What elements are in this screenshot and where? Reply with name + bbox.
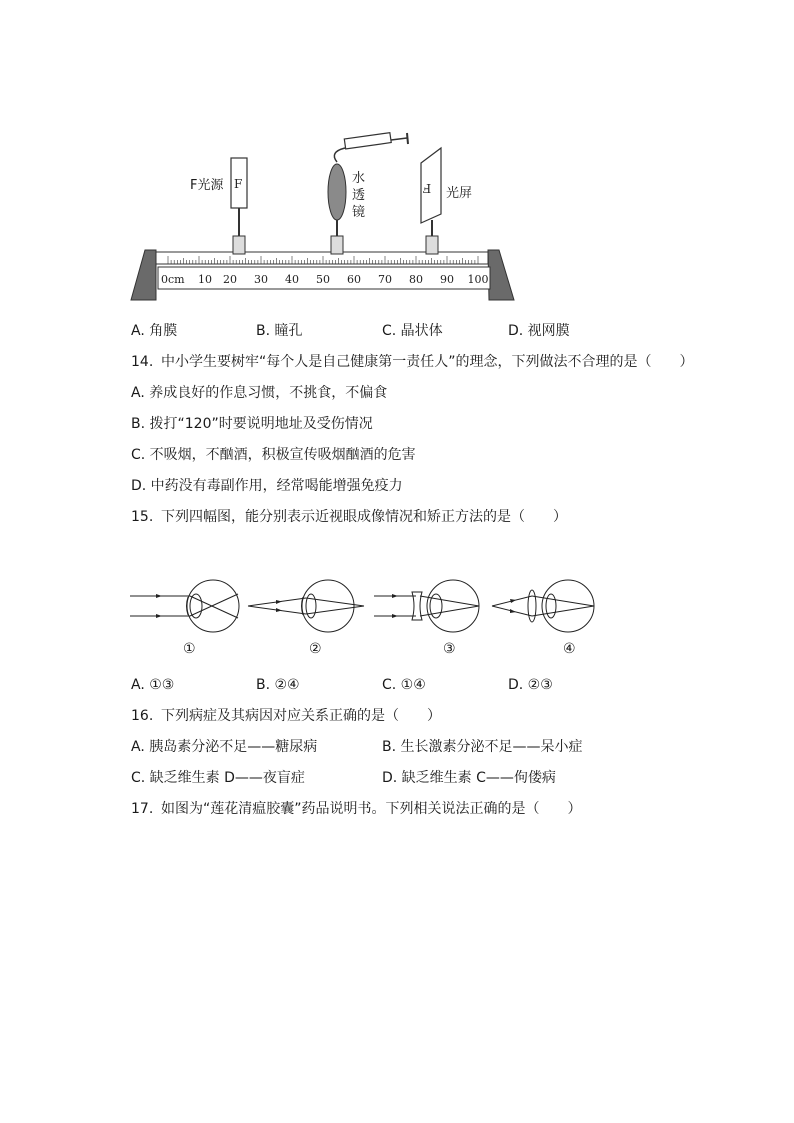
- ruler-tick-label: 40: [285, 273, 299, 286]
- ruler-tick-label: 100: [467, 273, 489, 286]
- f-source-holder: [233, 236, 245, 254]
- eye-diagram-2: [248, 580, 364, 632]
- ruler-tick-label: 60: [347, 273, 361, 286]
- q16-number: 16.: [131, 708, 154, 724]
- q15-figure-label-1: ①: [183, 641, 196, 657]
- eyeball-4: [542, 580, 594, 632]
- screen-image-letter: F: [422, 181, 432, 195]
- eye-lens-1: [190, 594, 202, 618]
- q16-option-d[interactable]: D. 缺乏维生素 C——佝偻病: [382, 770, 556, 786]
- ruler-labels: [161, 273, 489, 286]
- ruler-tick-label: 80: [409, 273, 423, 286]
- q14-option-c[interactable]: C. 不吸烟，不酗酒，积极宣传吸烟酗酒的危害: [131, 447, 416, 463]
- water-lens-label: [352, 170, 366, 221]
- water-lens-holder: [331, 236, 343, 254]
- q15-option-b[interactable]: B. ②④: [256, 677, 300, 693]
- ruler-tick-label: 30: [254, 273, 268, 286]
- screen-holder: [426, 236, 438, 254]
- q14-stem: 中小学生要树牢“每个人是自己健康第一责任人”的理念，下列做法不合理的是（ ）: [161, 354, 694, 370]
- bench-right-leg: [488, 250, 514, 300]
- q14-option-a[interactable]: A. 养成良好的作息习惯，不挑食，不偏食: [131, 385, 388, 401]
- q17-stem: 如图为“莲花清瘟胶囊”药品说明书。下列相关说法正确的是（ ）: [161, 801, 582, 817]
- q13-option-d[interactable]: D. 视网膜: [508, 323, 570, 339]
- convex-lens: [528, 590, 536, 622]
- q15-figure-label-2: ②: [309, 641, 322, 657]
- q16-option-a[interactable]: A. 胰岛素分泌不足——糖尿病: [131, 739, 318, 755]
- water-lens-char-3: 镜: [352, 205, 366, 220]
- f-plate-letter: F: [234, 177, 243, 191]
- ruler-tick-label: 20: [223, 273, 237, 286]
- ruler-tick-label: 50: [316, 273, 330, 286]
- q15-number: 15.: [131, 509, 154, 525]
- q14-option-d[interactable]: D. 中药没有毒副作用，经常喝能增强免疫力: [131, 478, 403, 494]
- eyeball-3: [427, 580, 479, 632]
- eye-diagram-1: [130, 580, 239, 632]
- q14-option-b[interactable]: B. 拨打“120”时要说明地址及受伤情况: [131, 416, 373, 432]
- ruler-tick-label: 70: [378, 273, 392, 286]
- water-lens-char-2: 透: [352, 188, 366, 203]
- water-lens: [328, 164, 346, 220]
- q13-option-b[interactable]: B. 瞳孔: [256, 323, 303, 339]
- q15-stem: 下列四幅图，能分别表示近视眼成像情况和矫正方法的是（ ）: [161, 509, 567, 525]
- screen-label: 光屏: [446, 186, 473, 201]
- eye-diagram-3: [374, 580, 479, 632]
- q16-option-c[interactable]: C. 缺乏维生素 D——夜盲症: [131, 770, 305, 786]
- water-lens-char-1: 水: [352, 171, 366, 186]
- q16-stem: 下列病症及其病因对应关系正确的是（ ）: [161, 708, 441, 724]
- syringe-plunger: [391, 138, 407, 140]
- eye-lens-2: [306, 594, 316, 618]
- eye-diagrams-figure: [128, 572, 608, 636]
- f-source-label: F光源: [190, 178, 224, 193]
- q13-option-a[interactable]: A. 角膜: [131, 323, 178, 339]
- eyeball-2: [302, 580, 354, 632]
- bench-left-leg: [131, 250, 156, 300]
- q15-figure-label-3: ③: [443, 641, 456, 657]
- q15-option-a[interactable]: A. ①③: [131, 677, 175, 693]
- ruler-tick-label: 10: [198, 273, 212, 286]
- syringe-barrel: [344, 133, 391, 149]
- ruler-unit-label: 0cm: [161, 273, 185, 286]
- q17-number: 17.: [131, 801, 154, 817]
- eye-lens-4: [546, 594, 556, 618]
- optical-bench-figure: [125, 130, 525, 310]
- syringe-tube: [334, 148, 345, 162]
- q16-option-b[interactable]: B. 生长激素分泌不足——呆小症: [382, 739, 583, 755]
- syringe-handle: [407, 133, 408, 144]
- q13-option-c[interactable]: C. 晶状体: [382, 323, 443, 339]
- ruler-tick-label: 90: [440, 273, 454, 286]
- eye-diagram-4: [492, 580, 594, 632]
- q15-option-d[interactable]: D. ②③: [508, 677, 553, 693]
- q14-number: 14.: [131, 354, 154, 370]
- q15-figure-label-4: ④: [563, 641, 576, 657]
- q15-option-c[interactable]: C. ①④: [382, 677, 426, 693]
